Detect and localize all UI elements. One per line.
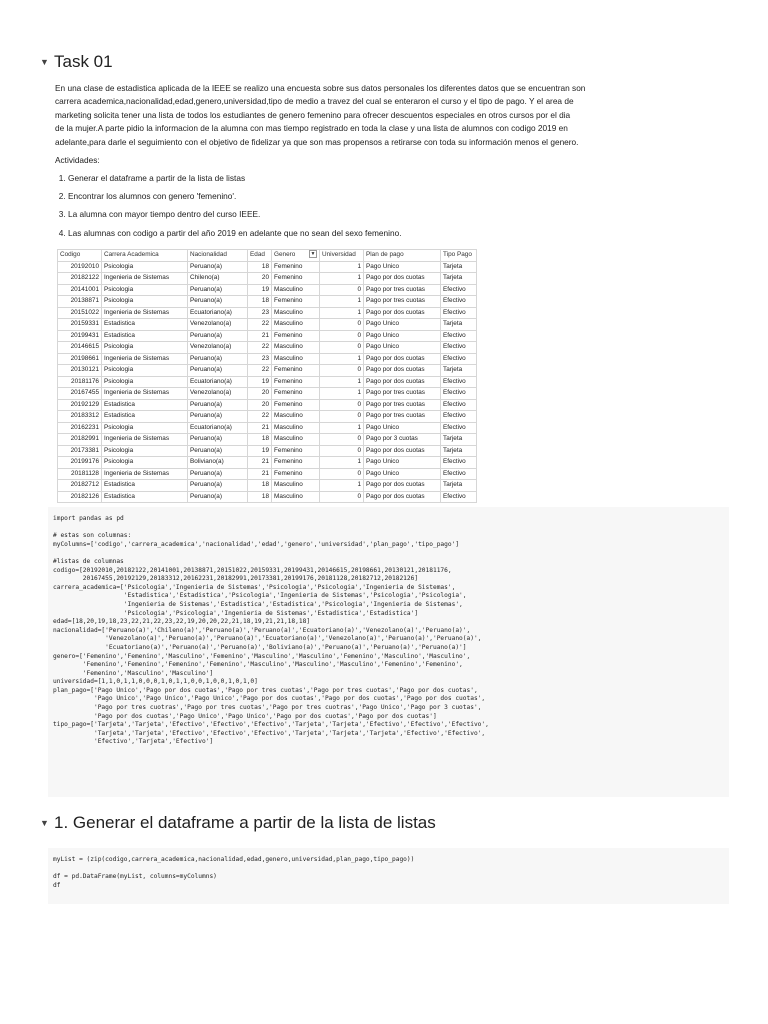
table-cell: 18: [248, 434, 272, 446]
code-line: 'Efectivo','Tarjeta','Efectivo']: [53, 738, 214, 746]
table-cell: 20: [248, 388, 272, 400]
table-cell: Ecuatoriano(a): [188, 422, 248, 434]
table-cell: 21: [248, 468, 272, 480]
code-line: 'Pago por tres cuotras','Pago por tres cuotas','Pago por tres cuotras','Pago Unico','Pago por 3 cuotas',: [53, 704, 482, 712]
table-cell: Femenino: [272, 296, 320, 308]
activity-item: 2. Encontrar los alumnos con genero 'femenino'.: [68, 190, 402, 208]
table-cell: Ingenieria de Sistemas: [102, 468, 188, 480]
code-line: [53, 524, 724, 533]
code-line: 'Femenino','Femenino','Femenino','Femenino','Masculino','Masculino','Masculino','Femenino','Femenino',: [53, 661, 463, 669]
table-cell: 20192010: [58, 261, 102, 273]
table-row: [58, 388, 477, 400]
table-cell: Efectivo: [441, 491, 477, 503]
table-cell: Ecuatoriano(a): [188, 376, 248, 388]
table-cell: 1: [320, 422, 364, 434]
table-cell: 0: [320, 330, 364, 342]
column-header: Codigo: [58, 250, 102, 262]
table-cell: Pago por tres cuotas: [364, 388, 441, 400]
table-row: [58, 353, 477, 365]
code-line: # estas son columnas:: [53, 532, 132, 540]
table-cell: 20: [248, 273, 272, 285]
table-cell: 1: [320, 376, 364, 388]
code-line: df = pd.DataFrame(myList, columns=myColumns): [53, 873, 217, 881]
code-line: nacionalidad=['Peruano(a)','Chileno(a)','Peruano(a)','Peruano(a)','Ecuatoriano(a)','Venezolano(a)','Peruano(a)',: [53, 626, 471, 634]
table-cell: Masculino: [272, 319, 320, 331]
table-cell: 18: [248, 296, 272, 308]
table-row: [58, 307, 477, 319]
code-line: 'Estadistica','Estadistica','Psicologia','Ingenieria de Sistemas','Psicologia','Psicologia',: [53, 592, 467, 600]
caret-down-icon[interactable]: ▼: [40, 818, 49, 828]
table-cell: 0: [320, 468, 364, 480]
table-cell: Peruano(a): [188, 353, 248, 365]
table-cell: Efectivo: [441, 422, 477, 434]
table-cell: Peruano(a): [188, 480, 248, 492]
table-row: [58, 422, 477, 434]
table-cell: 19: [248, 376, 272, 388]
spreadsheet-body: [58, 261, 477, 503]
table-cell: Pago por dos cuotas: [364, 491, 441, 503]
table-cell: Peruano(a): [188, 365, 248, 377]
column-header: Universidad: [320, 250, 364, 262]
table-cell: 22: [248, 319, 272, 331]
table-cell: 20159331: [58, 319, 102, 331]
table-cell: 20141001: [58, 284, 102, 296]
column-header: Carrera Academica: [102, 250, 188, 262]
table-cell: Efectivo: [441, 468, 477, 480]
table-cell: 20182991: [58, 434, 102, 446]
table-cell: Masculino: [272, 434, 320, 446]
code-line: import pandas as pd: [53, 515, 124, 522]
table-row: [58, 284, 477, 296]
table-row: [58, 342, 477, 354]
task-heading-text: Task 01: [54, 52, 113, 71]
table-cell: Ingenieria de Sistemas: [102, 273, 188, 285]
table-cell: 18: [248, 480, 272, 492]
table-cell: Pago Unico: [364, 422, 441, 434]
table-cell: Efectivo: [441, 342, 477, 354]
table-cell: Efectivo: [441, 411, 477, 423]
table-cell: 19: [248, 445, 272, 457]
table-cell: Femenino: [272, 376, 320, 388]
activity-item: 4. Las alumnas con codigo a partir del año 2019 en adelante que no sean del sexo femenino.: [68, 227, 402, 245]
table-cell: Femenino: [272, 330, 320, 342]
table-row: [58, 296, 477, 308]
table-cell: 18: [248, 491, 272, 503]
table-cell: Femenino: [272, 388, 320, 400]
table-cell: Femenino: [272, 468, 320, 480]
code-line: 'Psicologia','Psicologia','Ingenieria de Sistemas','Estadistica','Estadistica']: [53, 609, 419, 617]
intro-line: adelante,para darle el seguimiento con el objetivo de fidelizar ya que son mas propensos a retirarse con toda su información menos el genero.: [55, 136, 579, 147]
table-cell: 20198661: [58, 353, 102, 365]
table-cell: 22: [248, 342, 272, 354]
code-line: edad=[18,20,19,18,23,22,21,22,23,22,19,20,20,22,21,18,19,21,21,18,18]: [53, 618, 311, 626]
section-heading-text: 1. Generar el dataframe a partir de la lista de listas: [54, 813, 436, 832]
table-row: [58, 480, 477, 492]
table-cell: Femenino: [272, 445, 320, 457]
intro-line: carrera academica,nacionalidad,edad,genero,universidad,tipo de medio a travez del cual se enteraron el curso y el tipo de pago. Y el area de: [55, 96, 574, 107]
code-line: 'Ingenieria de Sistemas','Estadistica','Estadistica','Psicologia','Ingenieria de Sistemas',: [53, 600, 463, 608]
table-cell: Femenino: [272, 273, 320, 285]
table-cell: Pago Unico: [364, 319, 441, 331]
table-row: [58, 399, 477, 411]
activity-item: 3. La alumna con mayor tiempo dentro del curso IEEE.: [68, 208, 402, 226]
spreadsheet-table: [57, 249, 477, 503]
table-cell: Peruano(a): [188, 261, 248, 273]
code-line: myColumns=['codigo','carrera_academica','nacionalidad','edad','genero','universidad','plan_pago','tipo_pago']: [53, 540, 460, 548]
table-cell: Pago por dos cuotas: [364, 376, 441, 388]
table-cell: Femenino: [272, 457, 320, 469]
table-cell: 21: [248, 457, 272, 469]
table-cell: 23: [248, 307, 272, 319]
table-cell: Tarjeta: [441, 480, 477, 492]
table-cell: Peruano(a): [188, 284, 248, 296]
spreadsheet-header-row: [58, 250, 477, 262]
table-cell: 22: [248, 411, 272, 423]
table-cell: Psicologia: [102, 342, 188, 354]
table-cell: 0: [320, 399, 364, 411]
table-cell: 1: [320, 307, 364, 319]
table-cell: Pago por dos cuotas: [364, 445, 441, 457]
table-cell: Masculino: [272, 411, 320, 423]
table-cell: Ingenieria de Sistemas: [102, 307, 188, 319]
table-cell: Pago por tres cuotas: [364, 411, 441, 423]
task-heading: [40, 52, 113, 72]
intro-line: En una clase de estadistica aplicada de la IEEE se realizo una encuesta sobre sus datos personales los diferentes datos que se encuentran son: [55, 83, 586, 93]
table-row: [58, 434, 477, 446]
table-cell: Masculino: [272, 491, 320, 503]
column-header-genero: [272, 250, 320, 262]
table-cell: 18: [248, 261, 272, 273]
table-cell: 1: [320, 273, 364, 285]
table-cell: Pago por dos cuotas: [364, 307, 441, 319]
table-cell: 20162231: [58, 422, 102, 434]
code-line: [53, 549, 724, 558]
table-cell: 0: [320, 284, 364, 296]
table-cell: 0: [320, 319, 364, 331]
table-cell: Efectivo: [441, 330, 477, 342]
table-cell: 20181176: [58, 376, 102, 388]
table-cell: Pago por tres cuotas: [364, 399, 441, 411]
table-cell: 1: [320, 388, 364, 400]
table-cell: Masculino: [272, 342, 320, 354]
caret-down-icon[interactable]: ▼: [40, 57, 49, 67]
table-cell: 20182126: [58, 491, 102, 503]
table-cell: 20151022: [58, 307, 102, 319]
table-cell: Estadistica: [102, 399, 188, 411]
table-cell: 20192129: [58, 399, 102, 411]
table-cell: Femenino: [272, 399, 320, 411]
table-cell: Pago por tres cuotas: [364, 296, 441, 308]
activity-item: 1. Generar el dataframe a partir de la lista de listas: [68, 172, 402, 190]
table-cell: Peruano(a): [188, 468, 248, 480]
table-cell: Efectivo: [441, 353, 477, 365]
table-cell: Peruano(a): [188, 411, 248, 423]
column-header: Edad: [248, 250, 272, 262]
table-cell: 20130121: [58, 365, 102, 377]
intro-paragraph: [55, 82, 655, 149]
code-line: tipo_pago=['Tarjeta','Tarjeta','Efectivo','Efectivo','Efectivo','Tarjeta','Tarjeta','Efectivo','Efectivo','Efectivo',: [53, 721, 489, 729]
table-cell: Pago por tres cuotas: [364, 284, 441, 296]
code-line: 'Pago Unico','Pago Unico','Pago Unico','Pago por dos cuotas','Pago por dos cuotas','Pago por dos cuotas',: [53, 695, 486, 703]
table-cell: Psicologia: [102, 457, 188, 469]
code-line: codigo=[20192010,20182122,20141001,20138871,20151022,20159331,20199431,20146615,20198661,20130121,20181176,: [53, 566, 452, 574]
table-cell: Efectivo: [441, 307, 477, 319]
table-cell: 1: [320, 480, 364, 492]
table-row: [58, 261, 477, 273]
table-cell: Peruano(a): [188, 445, 248, 457]
code-line: carrera_academica=['Psicologia','Ingenieria de Sistemas','Psicologia','Psicologia','Ingenieria de Sistemas',: [53, 583, 456, 591]
table-row: [58, 330, 477, 342]
table-cell: 0: [320, 445, 364, 457]
table-cell: Pago Unico: [364, 330, 441, 342]
table-cell: Pago por dos cuotas: [364, 353, 441, 365]
table-cell: 20181128: [58, 468, 102, 480]
table-cell: 22: [248, 365, 272, 377]
table-cell: Efectivo: [441, 296, 477, 308]
table-row: [58, 365, 477, 377]
table-cell: 20138871: [58, 296, 102, 308]
code-line: [53, 865, 724, 874]
table-cell: 19: [248, 284, 272, 296]
table-cell: 20199176: [58, 457, 102, 469]
table-cell: Psicologia: [102, 445, 188, 457]
code-line: 'Tarjeta','Tarjeta','Efectivo','Efectivo','Efectivo','Tarjeta','Tarjeta','Tarjeta','Efectivo','Efectivo',: [53, 729, 486, 737]
table-cell: Pago Unico: [364, 457, 441, 469]
code-line: df: [53, 881, 61, 889]
table-cell: Efectivo: [441, 376, 477, 388]
table-cell: Pago Unico: [364, 342, 441, 354]
table-cell: Pago por dos cuotas: [364, 365, 441, 377]
table-cell: 0: [320, 411, 364, 423]
table-cell: Efectivo: [441, 284, 477, 296]
table-cell: Masculino: [272, 422, 320, 434]
code-cell[interactable]: [48, 507, 729, 797]
table-cell: Ingenieria de Sistemas: [102, 434, 188, 446]
intro-line: de la mujer.A parte pidio la informacion de la alumna con mas tiempo registrado en toda la clase y una lista de alumnos con codigo 2019 en: [55, 123, 568, 134]
table-cell: Tarjeta: [441, 365, 477, 377]
table-row: [58, 468, 477, 480]
table-cell: 20182122: [58, 273, 102, 285]
table-cell: Ecuatoriano(a): [188, 307, 248, 319]
table-cell: 21: [248, 422, 272, 434]
table-cell: Psicologia: [102, 261, 188, 273]
table-cell: Peruano(a): [188, 296, 248, 308]
table-row: [58, 273, 477, 285]
table-cell: Venezolano(a): [188, 388, 248, 400]
table-cell: Pago por dos cuotas: [364, 480, 441, 492]
table-cell: Boliviano(a): [188, 457, 248, 469]
code-line: 'Ecuatoriano(a)','Peruano(a)','Peruano(a)','Boliviano(a)','Peruano(a)','Peruano(a)','Peruano(a)']: [53, 643, 467, 651]
table-cell: 1: [320, 353, 364, 365]
activities-label: Actividades:: [55, 155, 100, 165]
table-cell: Femenino: [272, 365, 320, 377]
table-cell: 0: [320, 434, 364, 446]
table-cell: 23: [248, 353, 272, 365]
code-line: 'Pago por dos cuotas','Pago Unico','Pago Unico','Pago por dos cuotas','Pago por dos cuotas']: [53, 712, 437, 720]
table-cell: Venezolano(a): [188, 342, 248, 354]
table-cell: Estadistica: [102, 480, 188, 492]
table-cell: 0: [320, 365, 364, 377]
table-cell: Tarjeta: [441, 319, 477, 331]
table-cell: Psicologia: [102, 422, 188, 434]
table-cell: Tarjeta: [441, 445, 477, 457]
dropdown-filter-icon: ▼: [310, 251, 316, 258]
table-cell: Psicologia: [102, 284, 188, 296]
table-cell: Tarjeta: [441, 434, 477, 446]
column-header: Plan de pago: [364, 250, 441, 262]
table-cell: 20183312: [58, 411, 102, 423]
table-cell: Estadistica: [102, 330, 188, 342]
column-header: Nacionalidad: [188, 250, 248, 262]
code-line: myList = (zip(codigo,carrera_academica,nacionalidad,edad,genero,universidad,plan_pago,tipo_pago)): [53, 856, 415, 863]
table-cell: Efectivo: [441, 388, 477, 400]
section-heading: [40, 813, 436, 833]
table-cell: 20: [248, 399, 272, 411]
activities-list: [55, 172, 402, 245]
table-cell: Psicologia: [102, 296, 188, 308]
table-row: [58, 491, 477, 503]
code-line: #listas de columnas: [53, 557, 124, 565]
table-cell: Peruano(a): [188, 330, 248, 342]
table-cell: Masculino: [272, 284, 320, 296]
code-line: genero=['Femenino','Femenino','Masculino','Femenino','Masculino','Masculino','Femenino','Masculino','Masculino',: [53, 652, 471, 660]
table-cell: 0: [320, 491, 364, 503]
table-cell: Estadistica: [102, 319, 188, 331]
table-row: [58, 376, 477, 388]
table-cell: Peruano(a): [188, 434, 248, 446]
table-cell: Masculino: [272, 480, 320, 492]
table-cell: Tarjeta: [441, 261, 477, 273]
table-cell: 20167455: [58, 388, 102, 400]
table-row: [58, 411, 477, 423]
spreadsheet-image: [57, 249, 488, 500]
table-cell: Estadistica: [102, 411, 188, 423]
table-cell: Femenino: [272, 261, 320, 273]
table-row: [58, 457, 477, 469]
table-cell: 21: [248, 330, 272, 342]
code-line: universidad=[1,1,0,1,1,0,0,0,1,0,1,1,0,0,1,0,0,1,0,1,0]: [53, 678, 258, 686]
table-row: [58, 445, 477, 457]
table-cell: Psicologia: [102, 365, 188, 377]
code-line: 'Venezolano(a)','Peruano(a)','Peruano(a)','Ecuatoriano(a)','Venezolano(a)','Peruano(a)','Peruano(a)',: [53, 635, 482, 643]
column-header: Tipo Pago: [441, 250, 477, 262]
table-cell: Peruano(a): [188, 399, 248, 411]
table-cell: Masculino: [272, 353, 320, 365]
table-cell: Psicologia: [102, 376, 188, 388]
table-cell: Peruano(a): [188, 491, 248, 503]
table-row: [58, 319, 477, 331]
table-cell: 1: [320, 261, 364, 273]
table-cell: Masculino: [272, 307, 320, 319]
column-header-label: Genero: [274, 251, 296, 259]
intro-line: marketing solicita tener una lista de todos los estudiantes de genero femenino para ofrecer descuentos especiales en otros cursos por el dia: [55, 109, 571, 120]
table-cell: 1: [320, 296, 364, 308]
table-cell: Pago por 3 cuotas: [364, 434, 441, 446]
table-cell: Ingenieria de Sistemas: [102, 388, 188, 400]
table-cell: 0: [320, 342, 364, 354]
table-cell: Pago por dos cuotas: [364, 273, 441, 285]
table-cell: Pago Unico: [364, 468, 441, 480]
table-cell: Venezolano(a): [188, 319, 248, 331]
table-cell: Pago Unico: [364, 261, 441, 273]
code-line: 'Femenino','Masculino','Masculino']: [53, 669, 214, 677]
table-cell: Ingenieria de Sistemas: [102, 353, 188, 365]
table-cell: 1: [320, 457, 364, 469]
table-cell: Estadistica: [102, 491, 188, 503]
table-cell: 20199431: [58, 330, 102, 342]
code-cell[interactable]: [48, 848, 729, 904]
table-cell: 20146615: [58, 342, 102, 354]
table-cell: Chileno(a): [188, 273, 248, 285]
code-line: 20167455,20192129,20183312,20162231,20182991,20173381,20199176,20181128,20182712,20182126]: [53, 575, 419, 583]
table-cell: Tarjeta: [441, 273, 477, 285]
code-line: plan_pago=['Pago Unico','Pago por dos cuotas','Pago por tres cuotas','Pago por tres cuotas','Pago por dos cuotas',: [53, 686, 478, 694]
table-cell: 20173381: [58, 445, 102, 457]
table-cell: Efectivo: [441, 399, 477, 411]
table-cell: 20182712: [58, 480, 102, 492]
table-cell: Efectivo: [441, 457, 477, 469]
